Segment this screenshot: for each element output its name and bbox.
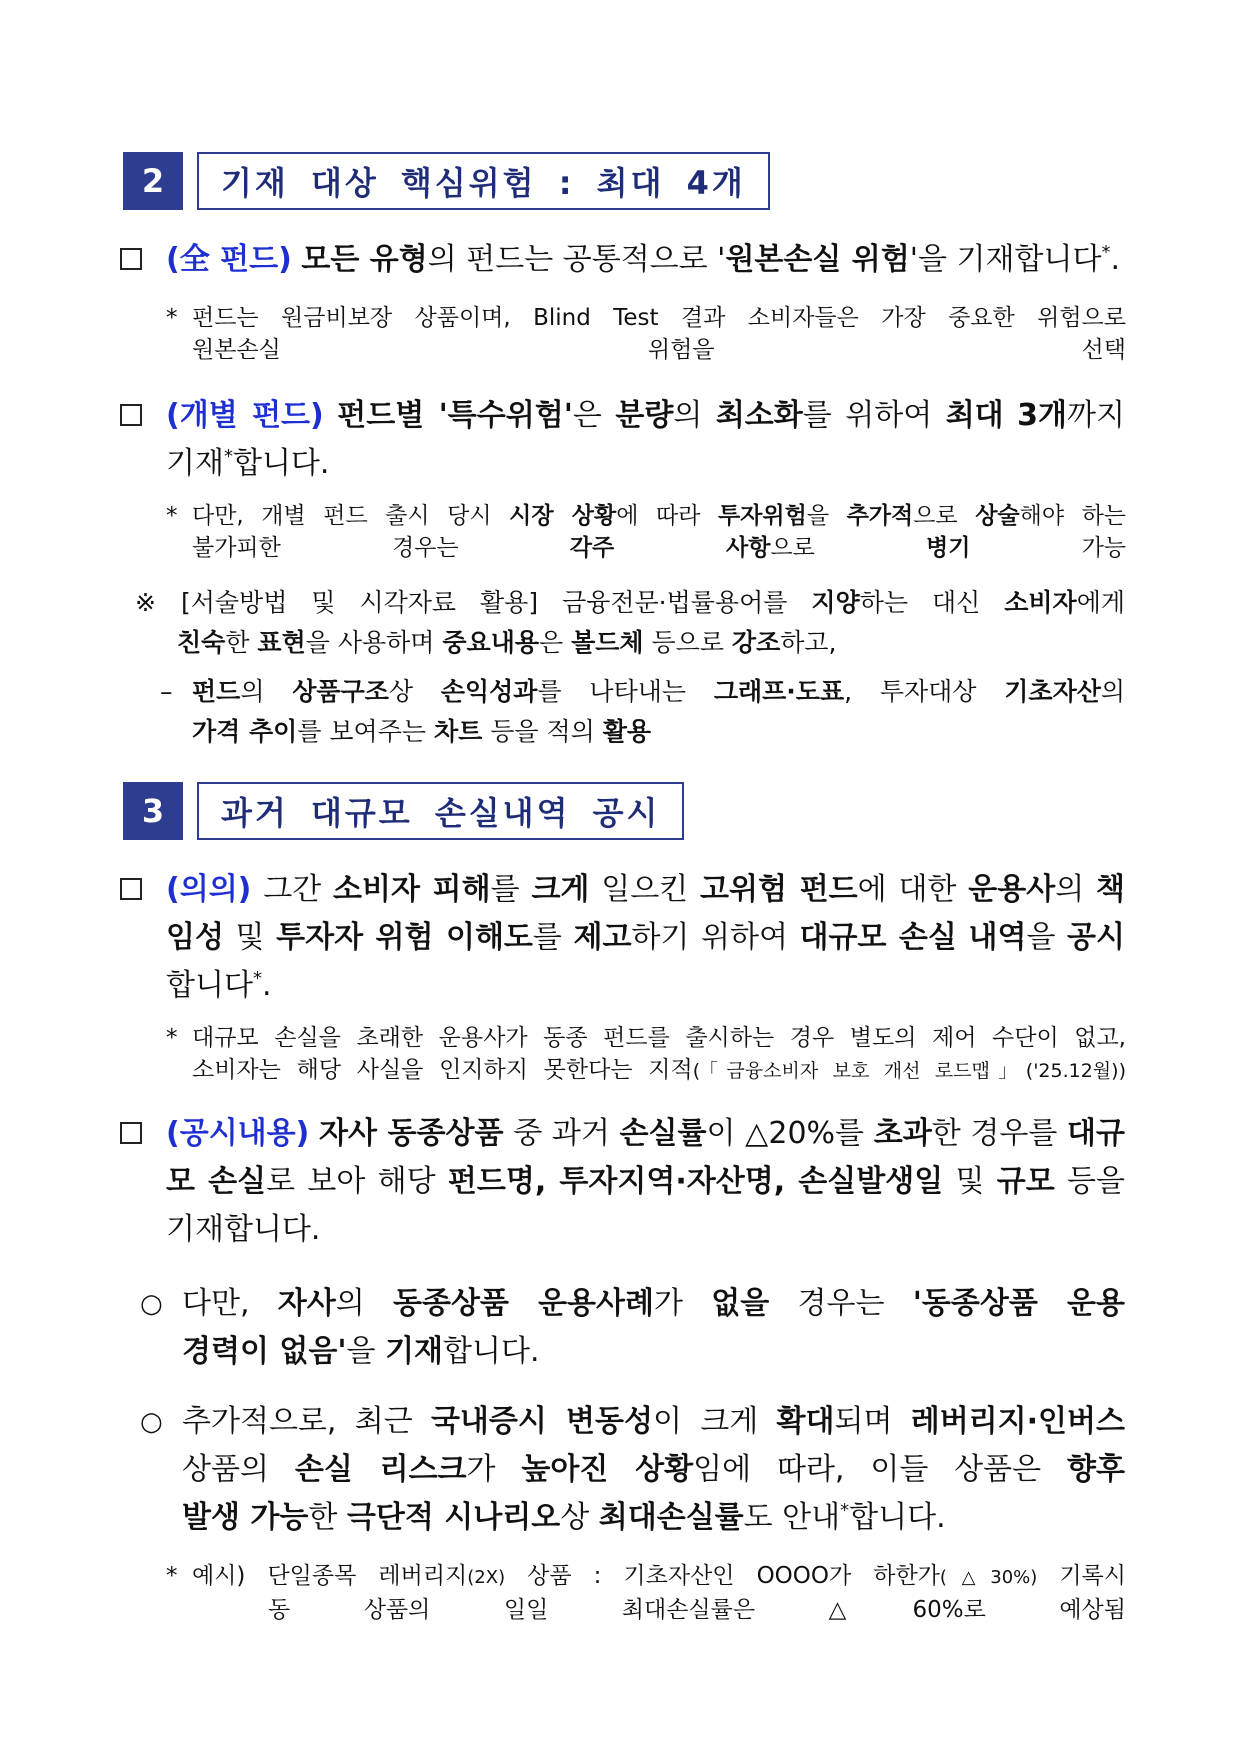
section-number: 2 <box>123 152 183 210</box>
remark-note: ※ [서술방법 및 시각자료 활용] 금융전문·법률용어를 지양하는 대신 소비자에게 친숙한 표현을 사용하며 중요내용은 볼드체 등으로 강조하고, <box>135 583 1125 663</box>
checkbox-bullet <box>120 878 142 900</box>
dash-item: – 펀드의 상품구조상 손익성과를 나타내는 그래프·도표, 투자대상 기초자산의 가격 추이를 보여주는 차트 등을 적의 활용 <box>160 672 1125 752</box>
paragraph-text: (개별 펀드) 펀드별 '특수위험'은 분량의 최소화를 위하여 최대 3개까지 기재*합니다. <box>166 398 1125 481</box>
circle-bullet: ○ <box>140 1407 163 1437</box>
circle-item: ○ 다만, 자사의 동종상품 운용사례가 없을 경우는 '동종상품 운용 경력이 없음'을 기재합니다. <box>140 1280 1125 1376</box>
paragraph-text: (全 펀드) 모든 유형의 펀드는 공통적으로 '원본손실 위험'을 기재합니다*. <box>166 242 1120 277</box>
dash-bullet: – <box>160 677 173 706</box>
footnote: * 대규모 손실을 초래한 운용사가 동종 펀드를 출시하는 경우 별도의 제어 수단이 없고, 소비자는 해당 사실을 인지하지 못한다는 지적(「금융소비자 보호 개선 로드맵」('25.12월)) <box>166 1025 1126 1083</box>
circle-bullet: ○ <box>140 1289 163 1319</box>
reference-mark-icon: ※ <box>135 588 156 617</box>
section-3-header <box>123 782 684 840</box>
checkbox-bullet <box>120 1122 142 1144</box>
circle-item: ○ 추가적으로, 최근 국내증시 변동성이 크게 확대되며 레버리지·인버스 상품의 손실 리스크가 높아진 상황임에 따라, 이들 상품은 향후 발생 가능한 극단적 시나리오상 최대손실률도 안내*합니다. <box>140 1398 1125 1542</box>
footnote: * 예시) 단일종목 레버리지(2X) 상품 : 기초자산인 OOOO가 하한가(△30%) 기록시 동 상품의 일일 최대손실률은 △60%로 예상됨 <box>166 1563 1126 1623</box>
paragraph-all-funds <box>120 236 1125 284</box>
section-title: 기재 대상 핵심위험 : 최대 4개 <box>197 152 770 210</box>
paragraph-text: (공시내용) 자사 동종상품 중 과거 손실률이 △20%를 초과한 경우를 대규모 손실로 보아 해당 펀드명, 투자지역·자산명, 손실발생일 및 규모 등을 기재합니다. <box>166 1116 1125 1247</box>
paragraph-individual-funds <box>120 392 1125 488</box>
section-2-header <box>123 152 770 210</box>
section-title: 과거 대규모 손실내역 공시 <box>197 782 684 840</box>
footnote: * 펀드는 원금비보장 상품이며, Blind Test 결과 소비자들은 가장 중요한 위험으로 원본손실 위험을 선택 <box>166 305 1126 363</box>
paragraph-purpose <box>120 866 1125 1010</box>
section-number: 3 <box>123 782 183 840</box>
paragraph-text: (의의) 그간 소비자 피해를 크게 일으킨 고위험 펀드에 대한 운용사의 책임성 및 투자자 위험 이해도를 제고하기 위하여 대규모 손실 내역을 공시합니다*. <box>166 872 1125 1003</box>
paragraph-disclosure-content <box>120 1110 1125 1254</box>
checkbox-bullet <box>120 248 142 270</box>
footnote: * 다만, 개별 펀드 출시 당시 시장 상황에 따라 투자위험을 추가적으로 상술해야 하는 불가피한 경우는 각주 사항으로 병기 가능 <box>166 503 1127 561</box>
checkbox-bullet <box>120 404 142 426</box>
